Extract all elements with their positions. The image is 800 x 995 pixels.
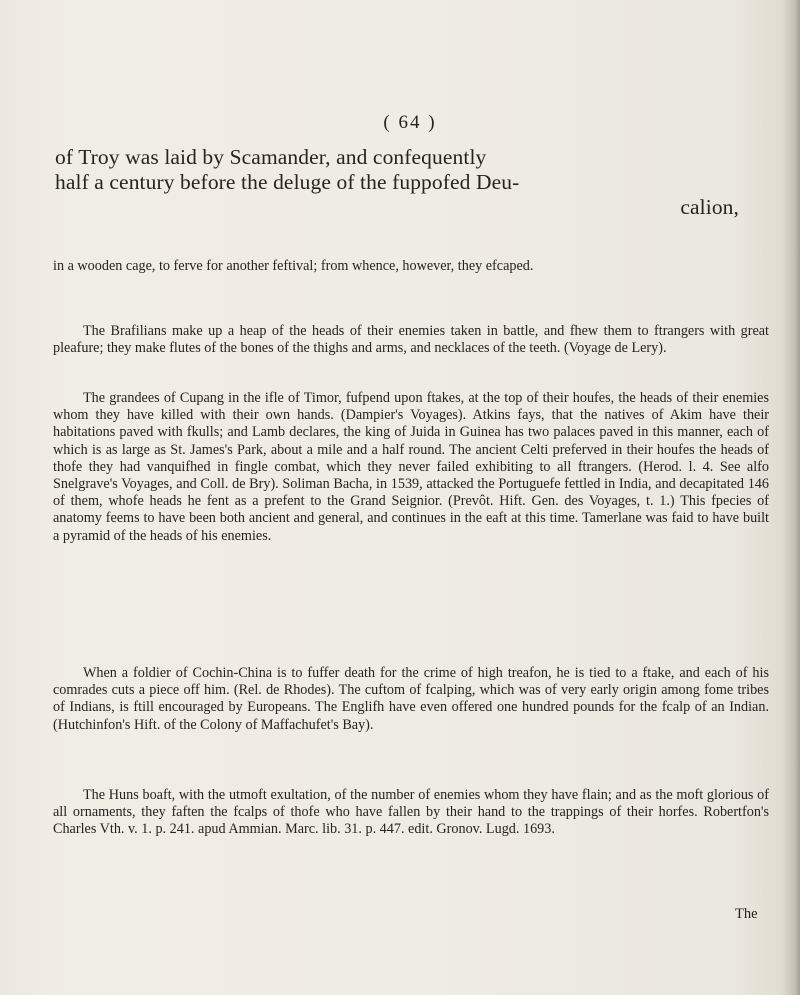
main-text-catchword: calion, xyxy=(680,195,739,219)
main-text-block xyxy=(55,145,755,220)
footnote-paragraph-3: The grandees of Cupang in the ifle of Timor, fufpend upon ftakes, at the top of their houfes, the heads of their enemies whom they have killed with their own hands. (Dampier's Voyages). Atkins fays, that the natives of Akim have their habitations paved with fkulls; and Lamb declares, the king of Juida in Guinea has two palaces paved in this manner, each of which is as large as St. James's Park, about a mile and a half round. The ancient Celti preferved in their houfes the heads of thofe they had vanquifhed in fingle combat, which they never failed exhibiting to all ftrangers. (Herod. l. 4. See alfo Snelgrave's Voyages, and Coll. de Bry). Soliman Bacha, in 1539, attacked the Portuguefe fettled in India, and decapitated 146 of them, whofe heads he fent as a prefent to the Grand Seignior. (Prevôt. Hift. Gen. des Voyages, t. 1.) This fpecies of anatomy feems to have been both ancient and general, and continues in the eaft at this time. Tamerlane was faid to have built a pyramid of the heads of his enemies. xyxy=(53,390,769,544)
main-text-line-1: of Troy was laid by Scamander, and confequently xyxy=(55,145,487,169)
page-edge-shadow xyxy=(782,0,800,995)
footnote-paragraph-2: The Brafilians make up a heap of the heads of their enemies taken in battle, and fhew them to ftrangers with great pleafure; they make flutes of the bones of the thighs and arms, and necklaces of the teeth. (Voyage de Lery). xyxy=(53,323,769,357)
main-text-line-2: half a century before the deluge of the fuppofed Deu- xyxy=(55,170,520,194)
footnote-paragraph-5: The Huns boaft, with the utmoft exultation, of the number of enemies whom they have flain; and as the moft glorious of all ornaments, they faften the fcalps of thofe who have fallen by their hand to the trappings of their horfes. Robertfon's Charles Vth. v. 1. p. 241. apud Ammian. Marc. lib. 31. p. 447. edit. Gronov. Lugd. 1693. xyxy=(53,787,769,838)
footnote-paragraph-1: in a wooden cage, to ferve for another feftival; from whence, however, they efcaped. xyxy=(53,258,534,274)
footnote-paragraph-4: When a foldier of Cochin-China is to fuffer death for the crime of high treafon, he is tied to a ftake, and each of his comrades cuts a piece off him. (Rel. de Rhodes). The cuftom of fcalping, which was of very early origin among fome tribes of Indians, is ftill encouraged by Europeans. The Englifh have even offered one hundred pounds for the fcalp of an Indian. (Hutchinfon's Hift. of the Colony of Maffachufet's Bay). xyxy=(53,665,769,733)
page-catchword: The xyxy=(735,906,758,922)
page-number: ( 64 ) xyxy=(383,112,437,133)
